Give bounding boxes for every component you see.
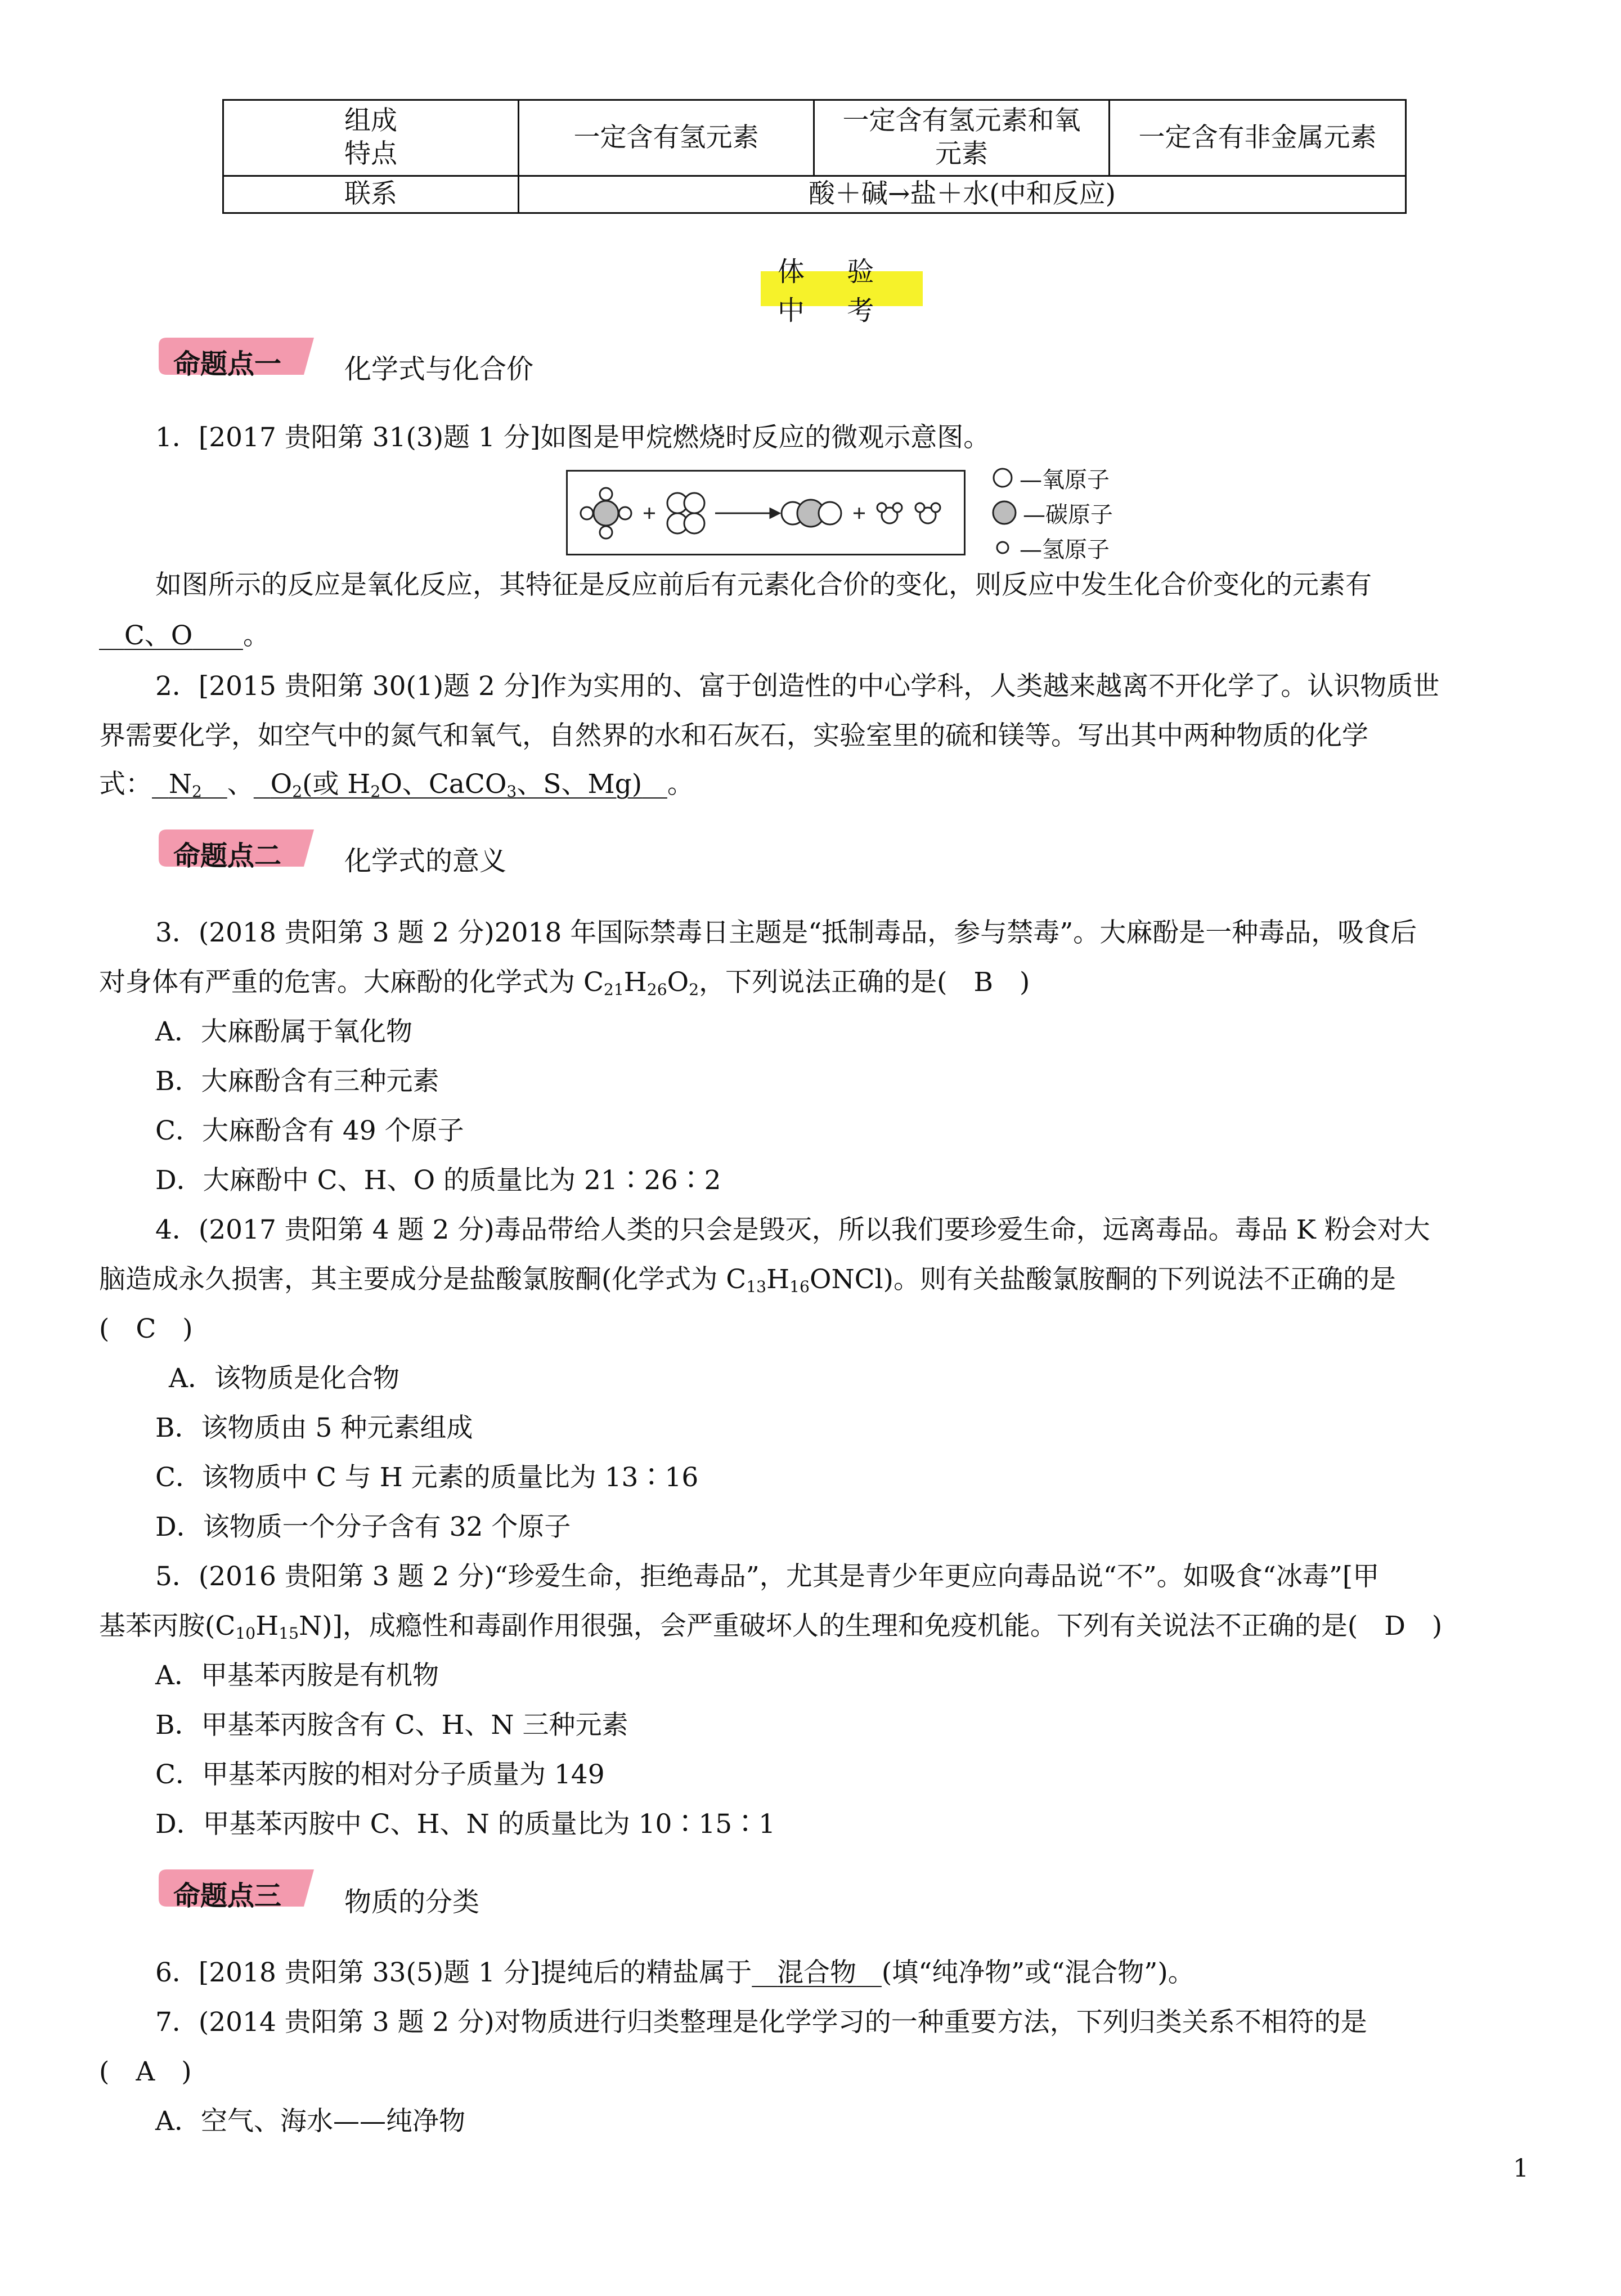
badge-label: 命题点一 <box>173 348 282 380</box>
table-cell-composition-label: 组成 特点 <box>344 105 397 169</box>
q7-answer: ( A ) <box>99 2056 192 2087</box>
methane-combustion-figure <box>568 472 964 554</box>
q1-answer-line: C、O 。 <box>99 622 270 649</box>
q3-line-2: 对身体有严重的危害。大麻酚的化学式为 $C_{21}H_{26}O_2$，下列说法正确的是( B ) <box>99 967 1030 999</box>
q4-option-c: C．该物质中 C 与 H 元素的质量比为 13∶16 <box>155 1462 699 1493</box>
legend-carbon-label: —碳原子 <box>1023 501 1113 528</box>
q1-answer: C、O <box>124 620 193 651</box>
page-number: 1 <box>1513 2154 1529 2183</box>
q2-line-3: 式： $N_2$ 、 $O_2$(或 $H_2O$、CaCO$_3$、S、Mg) 。 <box>99 769 694 801</box>
section-title-3: 物质的分类 <box>344 1886 480 1918</box>
legend-hydrogen <box>991 533 1110 562</box>
badge-label: 命题点二 <box>173 840 282 872</box>
table-cell-salt: 一定含有非金属元素 <box>1138 122 1377 153</box>
q2-answer-1: $N_2$ <box>168 769 202 801</box>
table-cell-base: 一定含有氢元素和氧 元素 <box>842 105 1081 169</box>
q4-option-b: B．该物质由 5 种元素组成 <box>155 1412 473 1443</box>
q4-answer: ( C ) <box>99 1313 193 1344</box>
q1-stem: 1．[2017 贵阳第 31(3)题 1 分]如图是甲烷燃烧时反应的微观示意图。 <box>155 422 990 453</box>
section-badge-3 <box>156 1868 320 1912</box>
q6-answer: 混合物 <box>777 1957 857 1988</box>
q5-option-b: B．甲基苯丙胺含有 C、H、N 三种元素 <box>155 1710 628 1741</box>
q3-option-c: C．大麻酚含有 49 个原子 <box>155 1115 464 1146</box>
table-cell-acid: 一定含有氢元素 <box>573 122 759 153</box>
section-title-2: 化学式的意义 <box>344 845 507 877</box>
legend-oxygen-label: —氧原子 <box>1020 467 1110 493</box>
q3-option-d: D．大麻酚中 C、H、O 的质量比为 21∶26∶2 <box>155 1165 721 1196</box>
section-heading: 体 验 中 考 <box>761 271 923 306</box>
section-title-1: 化学式与化合价 <box>344 353 534 385</box>
legend-oxygen <box>991 464 1110 492</box>
q3-line-1: 3．(2018 贵阳第 3 题 2 分)2018 年国际禁毒日主题是“抵制毒品，参与禁毒”。大麻酚是一种毒品，吸食后 <box>155 917 1417 948</box>
q2-line-1: 2．[2015 贵阳第 30(1)题 2 分]作为实用的、富于创造性的中心学科，人类越来越离不开化学了。认识物质世 <box>155 671 1440 702</box>
hydrogen-atom-icon <box>991 536 1014 559</box>
q4-option-d: D．该物质一个分子含有 32 个原子 <box>155 1512 571 1542</box>
oxygen-atom-icon <box>991 467 1014 489</box>
section-badge-1 <box>156 337 320 380</box>
q5-line-2: 基苯丙胺$(C_{10}H_{15}N)$]，成瘾性和毒副作用很强，会严重破坏人的生理和免疫机能。下列有关说法不正确的是( D ) <box>99 1611 1443 1643</box>
q5-option-d: D．甲基苯丙胺中 C、H、N 的质量比为 10∶15∶1 <box>155 1809 776 1840</box>
q5-option-a: A．甲基苯丙胺是有机物 <box>155 1660 439 1691</box>
q7-line-1: 7．(2014 贵阳第 3 题 2 分)对物质进行归类整理是化学学习的一种重要方法，下列归类关系不相符的是 <box>155 2007 1367 2038</box>
q5-line-1: 5．(2016 贵阳第 3 题 2 分)“珍爱生命，拒绝毒品”，尤其是青少年更应向毒品说“不”。如吸食“冰毒”[甲 <box>155 1561 1380 1592</box>
diagram-legend <box>991 464 1138 565</box>
q5-option-c: C．甲基苯丙胺的相对分子质量为 149 <box>155 1759 605 1790</box>
q4-line-1: 4．(2017 贵阳第 4 题 2 分)毒品带给人类的只会是毁灭，所以我们要珍爱生命，远离毒品。毒品 K 粉会对大 <box>155 1214 1430 1245</box>
q3-option-b: B．大麻酚含有三种元素 <box>155 1066 439 1097</box>
legend-carbon <box>991 499 1113 527</box>
badge-label: 命题点三 <box>173 1880 282 1912</box>
q7-option-a: A．空气、海水——纯净物 <box>155 2106 465 2137</box>
q4-line-2: 脑造成永久损害，其主要成分是盐酸氯胺酮(化学式为 $C_{13}H_{16}ONCl$)。则有关盐酸氯胺酮的下列说法不正确的是 <box>99 1264 1396 1297</box>
q2-answer-2: $O_2$(或 $H_2O$、CaCO$_3$、S、Mg) <box>270 769 643 801</box>
legend-hydrogen-label: —氢原子 <box>1020 536 1110 563</box>
summary-table <box>222 99 1407 214</box>
table-cell-relation-label: 联系 <box>344 178 397 210</box>
carbon-atom-icon <box>991 500 1017 526</box>
q2-line-2: 界需要化学，如空气中的氮气和氧气，自然界的水和石灰石，实验室里的硫和镁等。写出其中两种物质的化学 <box>99 720 1368 751</box>
table-cell-relation: 酸＋碱→盐＋水(中和反应) <box>808 178 1116 210</box>
section-badge-2 <box>156 828 320 872</box>
q1-body: 如图所示的反应是氧化反应，其特征是反应前后有元素化合价的变化，则反应中发生化合价变化的元素有 <box>155 569 1372 600</box>
reaction-diagram <box>566 470 966 555</box>
q3-option-a: A．大麻酚属于氧化物 <box>155 1016 412 1047</box>
q4-option-a: A．该物质是化合物 <box>169 1363 399 1394</box>
q6-line: 6．[2018 贵阳第 33(5)题 1 分]提纯后的精盐属于 混合物 (填“纯净物”或“混合物”)。 <box>155 1957 1195 1988</box>
